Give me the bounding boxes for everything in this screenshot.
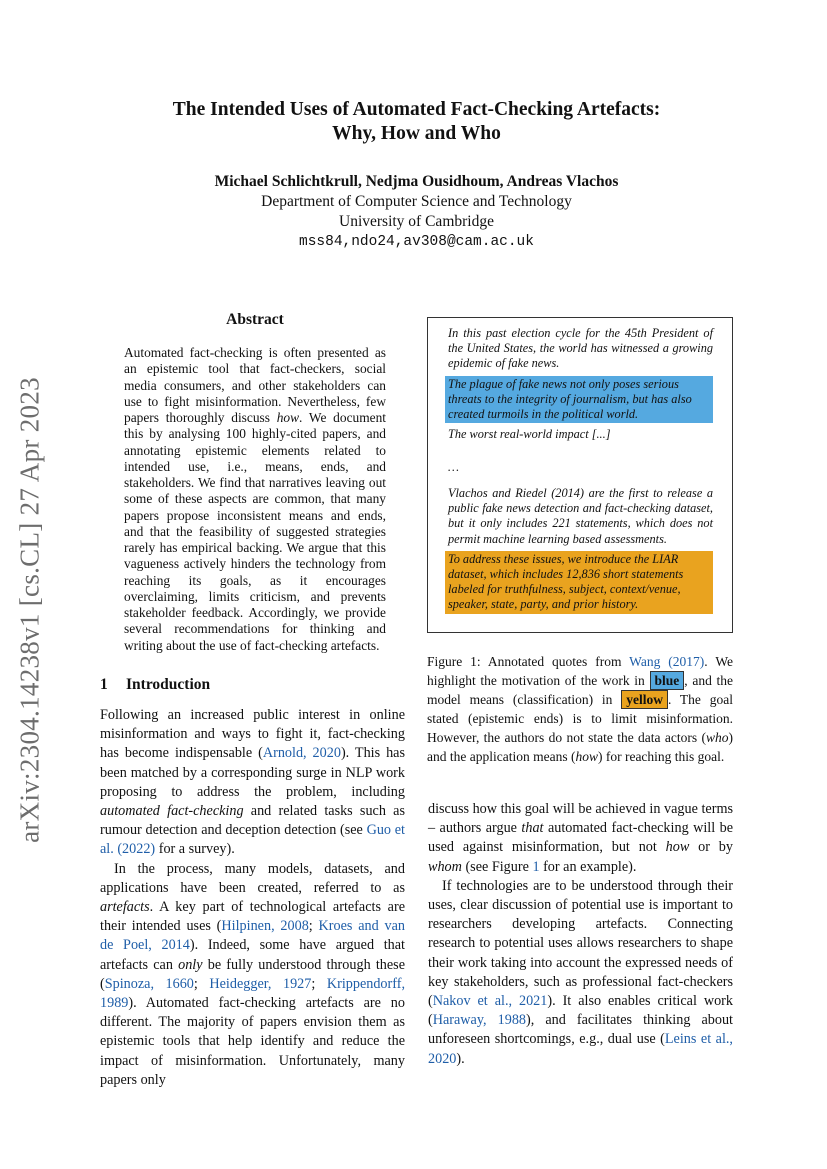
citation-link[interactable]: Haraway, 1988 (432, 1012, 527, 1029)
citation-link[interactable]: Guo et al. (2022) (100, 822, 405, 858)
citation-link[interactable]: Heidegger, 1927 (209, 975, 312, 992)
figure-1-box (427, 317, 733, 633)
citation-link[interactable]: Spinoza, 1660 (104, 975, 194, 992)
quote-wang-motivation: In this past election cycle for the 45th President of the United States, the world has witnessed a growing epidemic of fake news. The plague of fake news not only poses serious threats to the integrity of journalism, but has also created turmoils in the political world. The worst real-world impact [...] (448, 326, 713, 442)
affiliation-university: University of Cambridge (339, 213, 494, 230)
citation-link[interactable]: Wang (2017) (629, 654, 705, 669)
affiliation-department: Department of Computer Science and Technology (261, 193, 572, 210)
citation-link[interactable]: Leins et al., 2020 (428, 1031, 733, 1067)
intro-left-column (100, 706, 405, 1090)
citation-link[interactable]: Arnold, 2020 (262, 745, 341, 762)
paper-title: The Intended Uses of Automated Fact-Checking Artefacts: Why, How and Who (172, 99, 661, 144)
quote-wang-means: Vlachos and Riedel (2014) are the first to release a public fake news detection and fact-checking dataset, but it only includes 221 statements, which does not permit machine learning based assessments. To address these issues, we introduce the LIAR dataset, which includes 12,836 short statements labeled for truthfulness, subject, context/venue, speaker, state, party, and prior history. (448, 486, 713, 618)
section-heading-introduction: 1 Introduction (100, 676, 211, 693)
paragraph: In the process, many models, datasets, and applications have been created, referred to as artefacts. A key part of technological artefacts are their intended uses (Hilpinen, 2008; Kroes and van de Poel, 2014). Indeed, some have argued that artefacts can only be fully understood through these (Spinoza, 1660; Heidegger, 1927; Krippendorff, 1989). Automated fact-checking artefacts are no different. The majority of papers envision them as epistemic tools that help identify and reduce the impact of misinformation. Unfortunately, many papers only (100, 860, 405, 1088)
citation-link[interactable]: Hilpinen, 2008 (221, 918, 309, 935)
paragraph: Following an increased public interest in online misinformation and ways to fight it, fact-checking has become indispensable (Arnold, 2020). This has been matched by a corresponding surge in NLP work proposing to address the problem, including automated fact-checking and related tasks such as rumour detection and deception detection (see Guo et al. (2022) for a survey). (100, 707, 405, 858)
author-emails: mss84,ndo24,av308@cam.ac.uk (299, 234, 534, 250)
abstract-heading: Abstract (226, 311, 284, 328)
abstract-body: Automated fact-checking is often presented as an epistemic tool that fact-checkers, social media consumers, and other stakeholders can use to fight misinformation. Nevertheless, few papers thoroughly discuss how. We document this by analysing 100 highly-cited papers, and annotating epistemic elements related to intended use, i.e., means, ends, and stakeholders. We find that narratives leaving out some of these aspects are common, that many papers propose inconsistent means and ends, and that the feasibility of suggested strategies rarely has empirical backing. We argue that this vagueness actively hinders the technology from reaching its goals, as it encourages overclaiming, limits criticism, and prevents stakeholder feedback. Accordingly, we provide several recommendations for thinking and writing about the use of fact-checking artefacts. (124, 345, 386, 653)
paragraph: If technologies are to be understood through their uses, clear discussion of potential use is important to researchers developing artefacts. Connecting research to potential uses allows researchers to shape their work taking into account the expressed needs of key stakeholders, such as professional fact-checkers (Nakov et al., 2021). It also enables critical work (Haraway, 1988), and facilitates thinking about unforeseen shortcomings, e.g., dual use (Leins et al., 2020). (428, 877, 734, 1067)
legend-yellow-chip: yellow (621, 690, 668, 709)
intro-right-column (428, 800, 733, 1069)
arxiv-identifier: arXiv:2304.14238v1 [cs.CL] 27 Apr 2023 (14, 377, 45, 843)
arxiv-sidebar (0, 360, 60, 860)
author-list: Michael Schlichtkrull, Nedjma Ousidhoum, Andreas Vlachos (214, 173, 619, 190)
legend-blue-chip: blue (650, 671, 685, 690)
citation-link[interactable]: Kroes and van de Poel, 2014 (100, 918, 405, 954)
highlight-motivation-blue: The plague of fake news not only poses serious threats to the integrity of journalism, but has also created turmoils in the political world. (445, 376, 713, 424)
figure-reference-link[interactable]: 1 (532, 858, 540, 875)
citation-link[interactable]: Krippendorff, 1989 (100, 975, 405, 1012)
citation-link[interactable]: Nakov et al., 2021 (432, 993, 548, 1010)
highlight-means-yellow: To address these issues, we introduce the LIAR dataset, which includes 12,836 short statements labeled for truthfulness, subject, context/venue, speaker, state, party, and prior history. (445, 551, 713, 614)
paragraph: discuss how this goal will be achieved in vague terms – authors argue that automated fact-checking will be used against misinformation, but not how or by whom (see Figure 1 for an example). (428, 801, 733, 875)
quote-ellipsis: … (448, 460, 459, 474)
figure-1-caption: Figure 1: Annotated quotes from Wang (2017). We highlight the motivation of the work in blue , and the model means (classification) in yellow . The goal stated (epistemic ends) is to limit misinformation. However, the authors do not state the data actors (who) and the application means (how) for reaching this goal. (427, 654, 733, 764)
